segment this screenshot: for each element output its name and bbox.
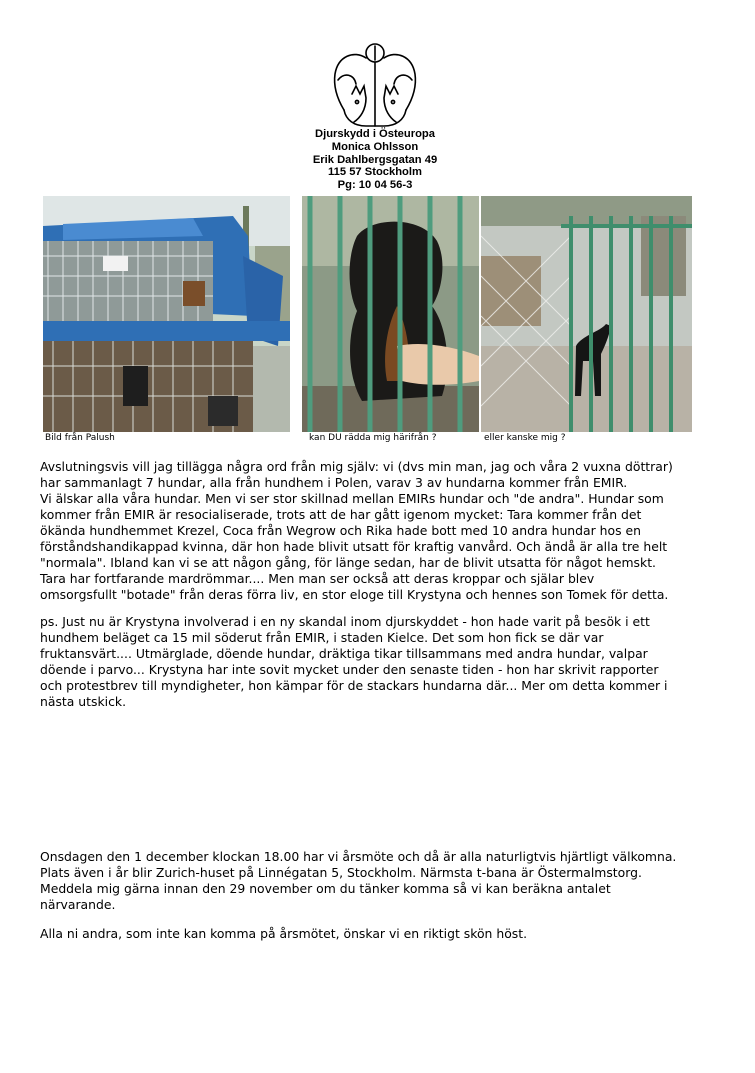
paragraph-annual-meeting: [40, 849, 720, 913]
text-line: Vi älskar alla våra hundar. Men vi ser stor skillnad mellan EMIRs hundar och "de andra". Hundar som: [40, 491, 664, 506]
org-name: Djurskydd i Östeuropa: [315, 128, 435, 140]
black-dog-photo: [302, 196, 479, 432]
address-block: [250, 128, 500, 192]
text-line: nästa utskick.: [40, 694, 127, 709]
text-line: närvarande.: [40, 897, 116, 912]
text-line: Alla ni andra, som inte kan komma på årsmötet, önskar vi en riktigt skön höst.: [40, 926, 528, 941]
text-line: omsorgsfullt "botade" från deras förra liv, en stor eloge till Krystyna och hennes son Tomek för detta.: [40, 587, 669, 602]
kennels-photo: [43, 196, 290, 432]
text-line: fruktansvärt.... Utmärglade, döende hundar, dräktiga tikar tillsammans med andra hundar, valpar: [40, 646, 648, 661]
paragraph-greeting: [40, 926, 720, 942]
paragraph-postscript: [40, 614, 720, 710]
text-line: "normala". Ibland kan vi se att någon gång, för länge sedan, har de blivit utsatta för något hemskt.: [40, 555, 656, 570]
text-line: Tara har fortfarande mardrömmar.... Men man ser också att deras kroppar och själar blev: [40, 571, 595, 586]
text-line: förståndshandikappad kvinna, där hon hade blivit utsatt för kraftig vanvård. Och ändå är alla tre helt: [40, 539, 668, 554]
text-line: ps. Just nu är Krystyna involverad i en ny skandal inom djurskyddet - hon hade varit på besök i ett: [40, 614, 650, 629]
text-line: Meddela mig gärna innan den 29 november om du tänker komma så vi kan beräkna antalet: [40, 881, 611, 896]
dog-cat-logo-icon: [326, 40, 424, 130]
giro-number: Pg: 10 04 56-3: [337, 179, 413, 192]
text-line: ökända hundhemmet Krezel, Coca från Wegrow och Rika hade bott med 10 andra hundar hos en: [40, 523, 641, 538]
photo-caption: Bild från Palush: [45, 433, 115, 443]
contact-name: Monica Ohlsson: [331, 140, 419, 153]
text-line: kommer från EMIR är resocialiserade, trots att de har gått igenom mycket: Tara kommer från det: [40, 507, 642, 522]
dog-in-pen-photo: [481, 196, 692, 432]
photo-caption: kan DU rädda mig härifrån ?: [309, 433, 437, 443]
text-line: Plats även i år blir Zurich-huset på Linnégatan 5, Stockholm. Närmsta t-bana är Östermalmstorg.: [40, 865, 642, 880]
street-address: Erik Dahlbergsgatan 49: [312, 153, 438, 166]
text-line: Avslutningsvis vill jag tillägga några ord från mig själv: vi (dvs min man, jag och våra 2 vuxna döttrar): [40, 459, 673, 474]
paragraph-closing-words: [40, 459, 720, 603]
photo-caption: eller kanske mig ?: [484, 433, 566, 443]
postal-address: 115 57 Stockholm: [328, 166, 422, 179]
text-line: och protestbrev till myndigheter, hon kämpar för de stackars hundarna där... Mer om detta kommer i: [40, 678, 668, 693]
text-line: döende i parvo... Krystyna har inte sovit mycket under den senaste tiden - hon har skrivit rapporter: [40, 662, 659, 677]
text-line: Onsdagen den 1 december klockan 18.00 har vi årsmöte och då är alla naturligtvis hjärtligt välkomna.: [40, 849, 677, 864]
text-line: har sammanlagt 7 hundar, alla från hundhem i Polen, varav 3 av hundarna kommer från EMIR.: [40, 475, 628, 490]
text-line: hundhem beläget ca 15 mil söderut från EMIR, i staden Kielce. Det som hon fick se där var: [40, 630, 604, 645]
